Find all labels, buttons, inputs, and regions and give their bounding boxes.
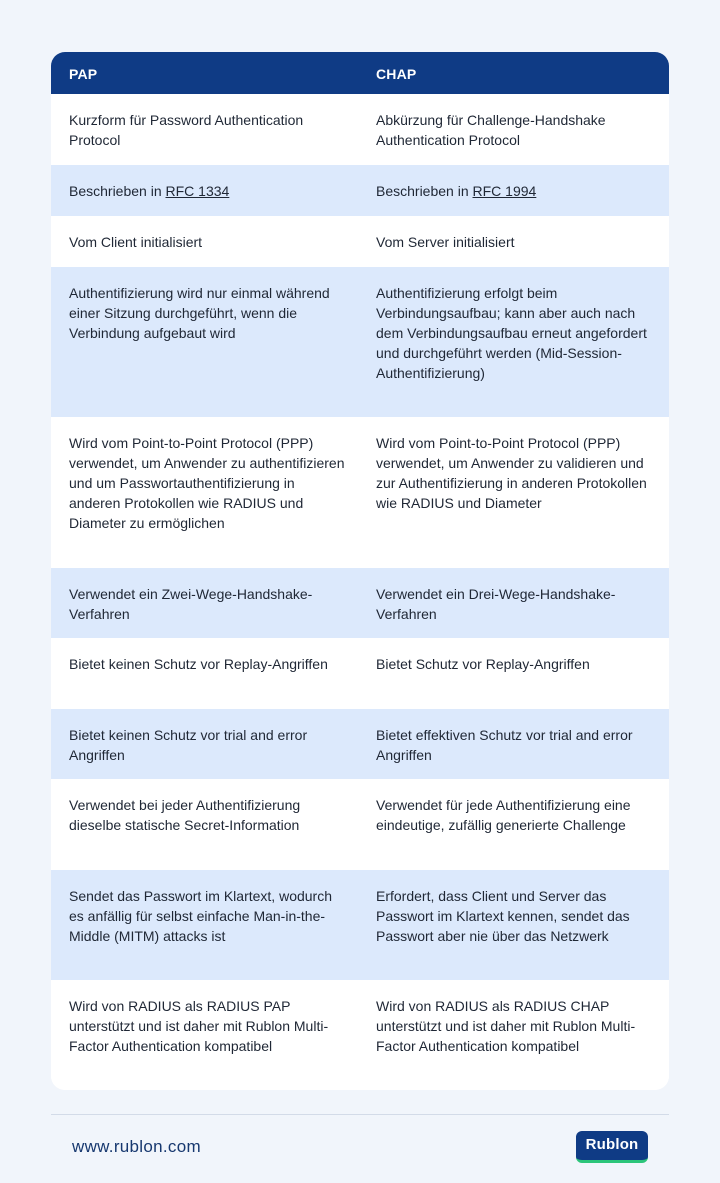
chap-cell [360,165,669,216]
pap-cell: Authentifizierung wird nur einmal während einer Sitzung durchgeführt, wenn die Verbindung aufgebaut wird [69,285,330,341]
table-row [51,216,669,267]
chap-cell: Wird von RADIUS als RADIUS CHAP unterstützt und ist daher mit Rublon Multi-Factor Authentication kompatibel [376,998,636,1054]
rublon-logo: Rublon [576,1131,648,1163]
table-row [51,568,669,638]
pap-cell: Bietet keinen Schutz vor trial and error Angriffen [69,727,308,763]
table-row [51,417,669,568]
chap-cell: Wird vom Point-to-Point Protocol (PPP) verwendet, um Anwender zu validieren und zur Authentifizierung in anderen Protokollen wie RADIUS und Diameter [376,435,647,511]
chap-cell: Abkürzung für Challenge-Handshake Authentication Protocol [376,112,606,148]
pap-cell: Wird von RADIUS als RADIUS PAP unterstützt und ist daher mit Rublon Multi-Factor Authentication kompatibel [69,998,329,1054]
table-row [51,638,669,709]
pap-cell: Sendet das Passwort im Klartext, wodurch es anfällig für selbst einfache Man-in-the-Middle (MITM) attacks ist [69,888,333,944]
chap-rfc-prefix: Beschrieben in [376,183,473,199]
table-row [51,980,669,1090]
table-row [51,870,669,980]
pap-cell: Wird vom Point-to-Point Protocol (PPP) verwendet, um Anwender zu authentifizieren und um Passwortauthentifizierung in anderen Protokollen wie RADIUS und Diameter zu ermöglichen [69,435,345,531]
pap-cell: Kurzform für Password Authentication Protocol [69,112,304,148]
chap-cell: Verwendet ein Drei-Wege-Handshake-Verfahren [376,586,616,622]
table-row [51,165,669,216]
table-row [51,779,669,870]
chap-cell: Bietet Schutz vor Replay-Angriffen [376,656,590,672]
table-header-row [51,52,669,94]
footer-divider [51,1114,669,1115]
pap-rfc-prefix: Beschrieben in [69,183,166,199]
chap-cell: Verwendet für jede Authentifizierung eine eindeutige, zufällig generierte Challenge [376,797,631,833]
pap-cell: Verwendet bei jeder Authentifizierung dieselbe statische Secret-Information [69,797,301,833]
table-row [51,94,669,165]
chap-cell: Vom Server initialisiert [376,234,515,250]
chap-cell: Authentifizierung erfolgt beim Verbindungsaufbau; kann aber auch nach dem Verbindungsaufbau erneut angefordert und durchgeführt werden (Mid-Session-Authentifizierung) [376,285,647,381]
rfc-1994-link[interactable]: RFC 1994 [472,183,537,199]
pap-cell: Vom Client initialisiert [69,234,203,250]
header-pap: PAP [69,66,98,82]
table-row [51,709,669,779]
chap-cell: Erfordert, dass Client und Server das Passwort im Klartext kennen, sendet das Passwort aber nie über das Netzwerk [376,888,630,944]
rfc-1334-link[interactable]: RFC 1334 [165,183,230,199]
website-url[interactable]: www.rublon.com [72,1137,201,1156]
pap-cell: Verwendet ein Zwei-Wege-Handshake-Verfahren [69,586,313,622]
chap-cell: Bietet effektiven Schutz vor trial and error Angriffen [376,727,633,763]
pap-cell [51,165,360,216]
table-row [51,267,669,417]
header-chap: CHAP [376,66,417,82]
comparison-table [51,52,669,1090]
pap-cell: Bietet keinen Schutz vor Replay-Angriffen [69,656,328,672]
